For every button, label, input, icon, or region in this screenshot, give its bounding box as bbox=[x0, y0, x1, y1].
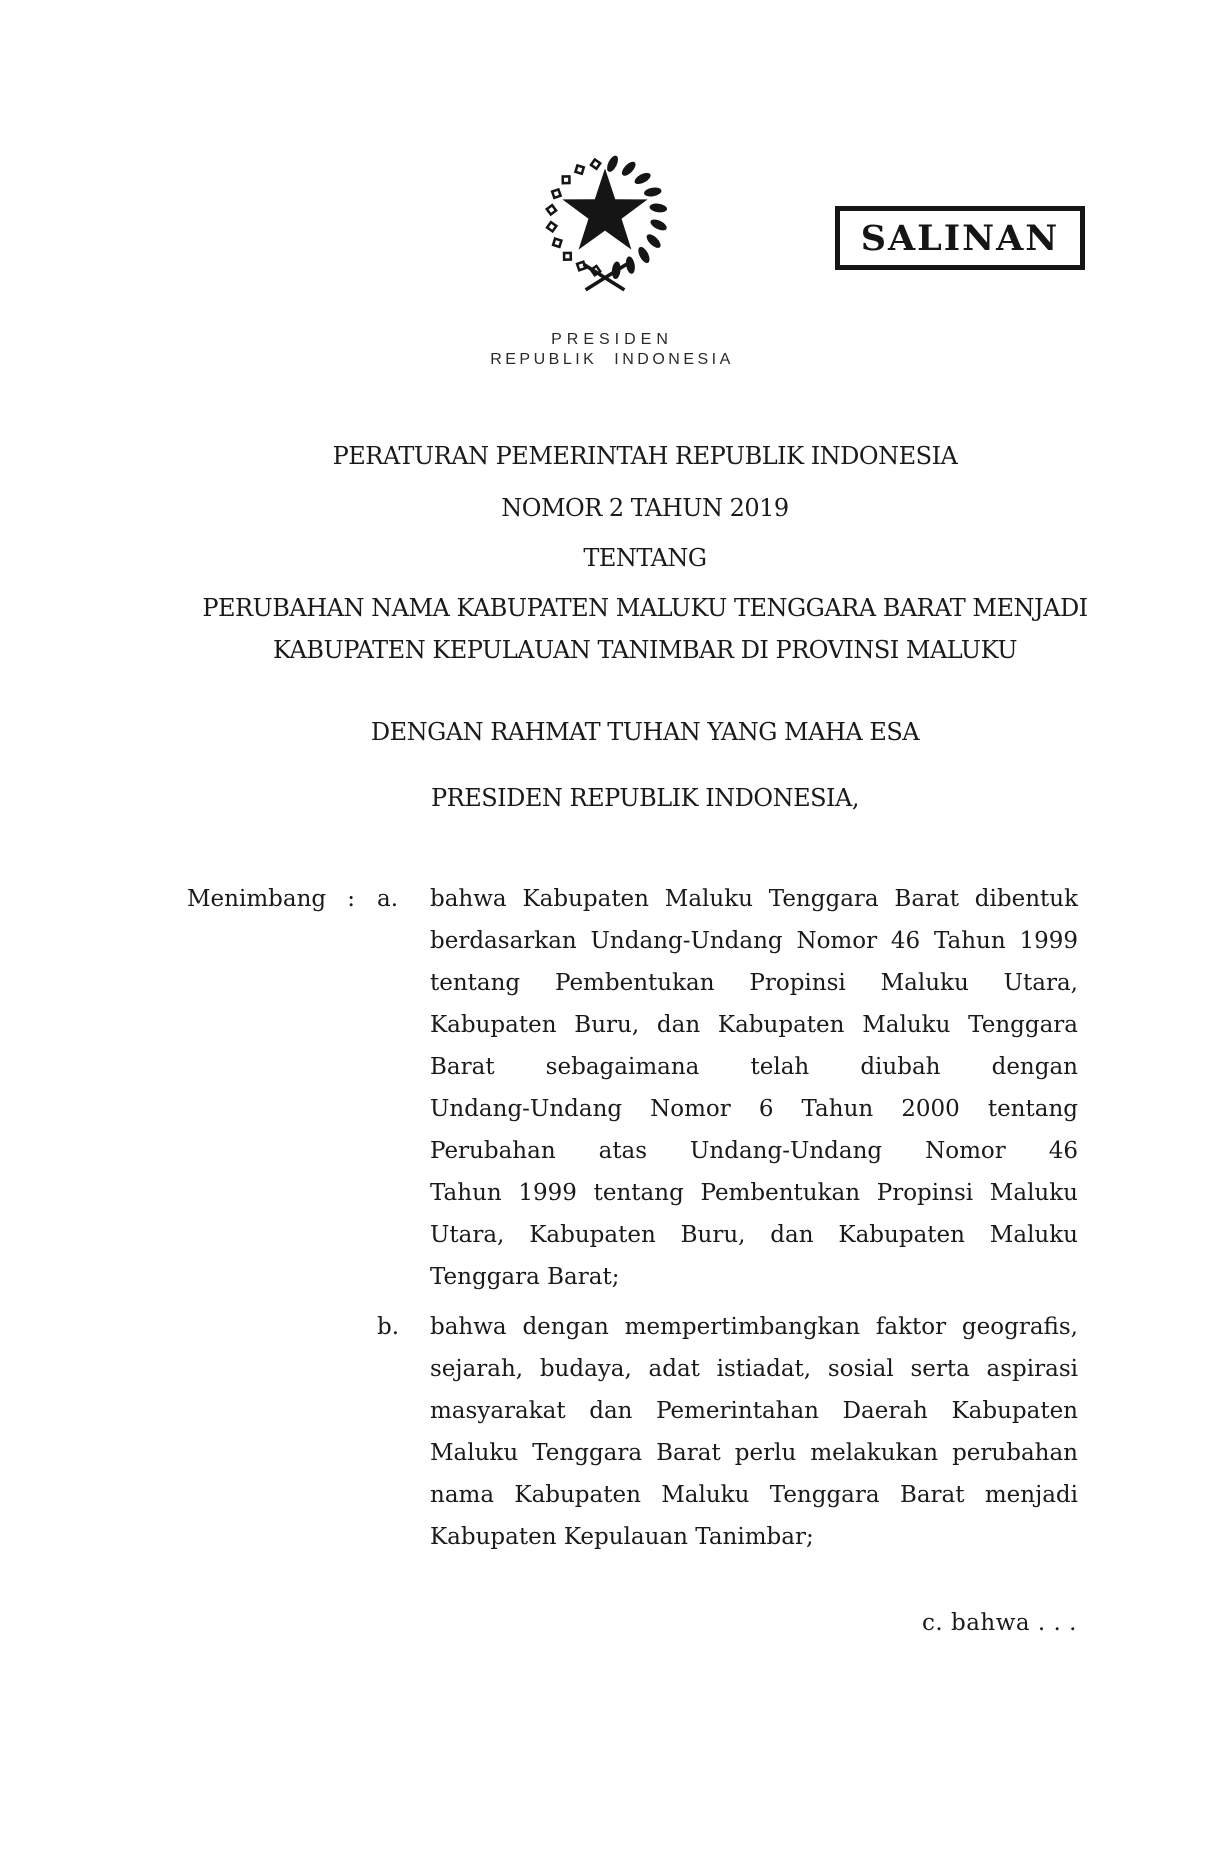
item-a-line: Kabupaten Buru, dan Kabupaten Maluku Tenggara bbox=[430, 1012, 1078, 1038]
item-b-marker: b. bbox=[377, 1314, 400, 1340]
item-a-line: Barat sebagaimana telah diubah dengan bbox=[430, 1054, 1078, 1080]
item-a-line: tentang Pembentukan Propinsi Maluku Utara, bbox=[430, 970, 1078, 996]
presidential-emblem-icon bbox=[528, 150, 682, 298]
letterhead bbox=[0, 330, 1224, 369]
menimbang-label: Menimbang bbox=[187, 886, 327, 912]
considerations-section bbox=[187, 878, 1078, 1558]
item-a-line: Undang-Undang Nomor 6 Tahun 2000 tentang bbox=[430, 1096, 1078, 1122]
item-a-text bbox=[430, 878, 1078, 1298]
enacting-authority-line: PRESIDEN REPUBLIK INDONESIA, bbox=[430, 784, 859, 812]
item-a-line: Utara, Kabupaten Buru, dan Kabupaten Maluku bbox=[430, 1222, 1078, 1248]
catchword: c. bahwa . . . bbox=[921, 1610, 1077, 1636]
consideration-item-b bbox=[377, 1306, 1078, 1558]
item-a-line: Perubahan atas Undang-Undang Nomor 46 bbox=[430, 1138, 1078, 1164]
item-b-text bbox=[430, 1306, 1078, 1558]
item-a-line: Tahun 1999 tentang Pembentukan Propinsi Maluku bbox=[430, 1180, 1078, 1206]
tentang-label: TENTANG bbox=[583, 544, 707, 572]
considerations-label bbox=[187, 878, 355, 920]
subject-line-1: PERUBAHAN NAMA KABUPATEN MALUKU TENGGARA BARAT MENJADI bbox=[202, 594, 1088, 622]
menimbang-colon: : bbox=[347, 886, 355, 912]
item-b-line: masyarakat dan Pemerintahan Daerah Kabupaten bbox=[430, 1398, 1078, 1424]
item-a-line: bahwa Kabupaten Maluku Tenggara Barat dibentuk bbox=[430, 886, 1078, 912]
item-b-line: nama Kabupaten Maluku Tenggara Barat menjadi bbox=[430, 1482, 1078, 1508]
item-b-line: Kabupaten Kepulauan Tanimbar; bbox=[430, 1524, 814, 1550]
item-b-line: sejarah, budaya, adat istiadat, sosial serta aspirasi bbox=[430, 1356, 1078, 1382]
salinan-stamp-label: SALINAN bbox=[860, 217, 1060, 259]
consideration-item-a bbox=[377, 878, 1078, 1298]
salinan-stamp-box bbox=[835, 206, 1085, 270]
subject-line-2: KABUPATEN KEPULAUAN TANIMBAR DI PROVINSI MALUKU bbox=[273, 636, 1017, 664]
item-a-line: Tenggara Barat; bbox=[430, 1264, 620, 1290]
letterhead-presiden: PRESIDEN bbox=[551, 331, 673, 348]
item-b-line: bahwa dengan mempertimbangkan faktor geografis, bbox=[430, 1314, 1078, 1340]
item-b-line: Maluku Tenggara Barat perlu melakukan perubahan bbox=[430, 1440, 1078, 1466]
letterhead-republik-indonesia: REPUBLIK INDONESIA bbox=[490, 351, 734, 368]
item-a-line: berdasarkan Undang-Undang Nomor 46 Tahun 1999 bbox=[430, 928, 1078, 954]
item-a-marker: a. bbox=[377, 886, 399, 912]
regulation-type-line: PERATURAN PEMERINTAH REPUBLIK INDONESIA bbox=[332, 442, 958, 470]
invocation-line: DENGAN RAHMAT TUHAN YANG MAHA ESA bbox=[370, 718, 920, 746]
regulation-number-line: NOMOR 2 TAHUN 2019 bbox=[501, 494, 789, 522]
considerations-items bbox=[377, 878, 1078, 1558]
